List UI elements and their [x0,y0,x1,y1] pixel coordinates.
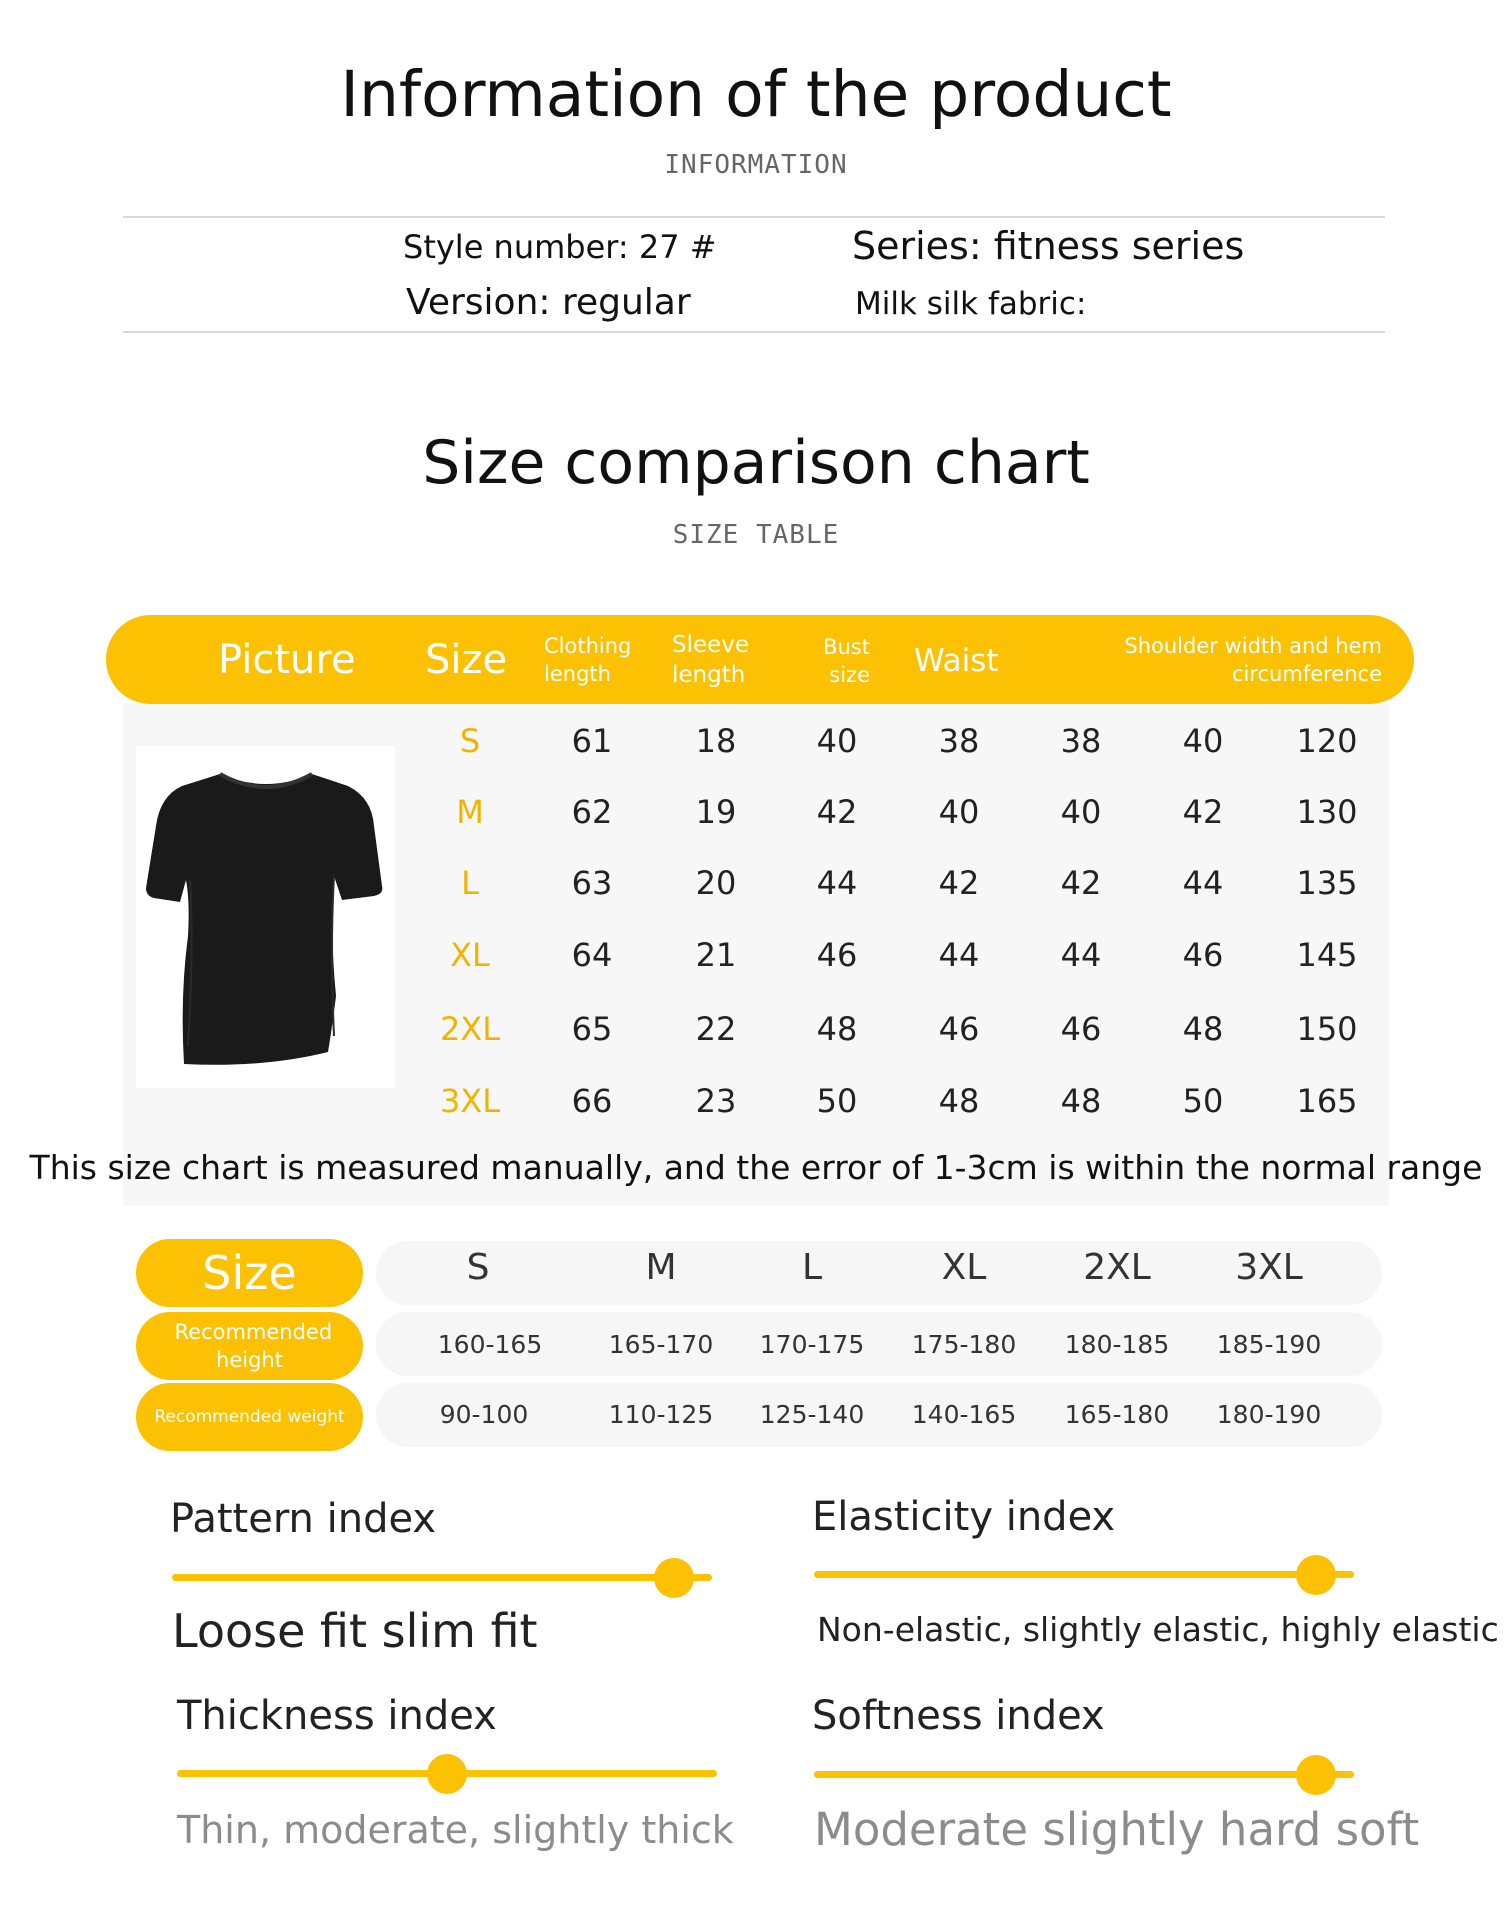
header-sleeve-length [672,630,749,690]
header-sleeve-length-line1: Sleeve [672,632,750,658]
rec-weight-value: 110-125 [608,1400,714,1429]
elasticity-index-track [814,1571,1354,1578]
elasticity-index-desc: Non-elastic, slightly elastic, highly elastic [817,1610,1499,1649]
table-cell: 64 [571,936,613,974]
header-shoulder-line1: Shoulder width and hem [1124,634,1382,658]
table-cell: 46 [816,936,858,974]
rec-height-text: Recommended height [174,1320,333,1372]
header-clothing-length-line1: Clothing [544,634,632,658]
rec-size-label: Size [136,1239,363,1307]
pattern-index-track [172,1574,712,1581]
rec-height-value: 185-190 [1216,1330,1322,1359]
table-cell: 40 [1060,793,1102,831]
header-size: Size [425,637,508,683]
table-cell: 120 [1296,722,1358,760]
measurement-note: This size chart is measured manually, and the error of 1-3cm is within the normal range [29,1148,1483,1187]
style-number: Style number: 27 # [403,228,717,266]
softness-index-track [814,1771,1354,1778]
table-cell: 44 [1060,936,1102,974]
size-chart-subtitle: SIZE TABLE [672,520,840,550]
table-cell: 40 [938,793,980,831]
header-bust-size [820,633,870,689]
header-shoulder-line2: circumference [1231,662,1382,686]
thickness-index-title: Thickness index [177,1693,497,1739]
table-cell: 46 [1182,936,1224,974]
table-cell: 48 [938,1082,980,1120]
rec-size-value: M [645,1247,677,1288]
tshirt-icon [136,746,395,1088]
rec-height-value: 160-165 [437,1330,543,1359]
rec-height-value: 165-170 [608,1330,714,1359]
table-row-size: L [461,864,479,902]
table-cell: 61 [571,722,613,760]
table-cell: 44 [816,864,858,902]
table-cell: 135 [1296,864,1358,902]
divider-top [123,216,1385,218]
table-cell: 44 [938,936,980,974]
table-cell: 66 [571,1082,613,1120]
rec-height-value: 180-185 [1064,1330,1170,1359]
elasticity-index-knob [1296,1555,1336,1595]
softness-index-title: Softness index [812,1693,1105,1739]
rec-weight-value: 180-190 [1216,1400,1322,1429]
rec-weight-value: 140-165 [911,1400,1017,1429]
divider-bottom [123,331,1385,333]
table-cell: 38 [938,722,980,760]
pattern-index-title: Pattern index [170,1496,437,1542]
header-sleeve-length-line2: length [672,662,746,688]
fabric: Milk silk fabric: [855,286,1087,322]
table-cell: 18 [695,722,737,760]
table-cell: 63 [571,864,613,902]
table-row-size: XL [450,936,490,974]
rec-height-value: 175-180 [911,1330,1017,1359]
header-clothing-length-line2: length [544,662,611,686]
table-cell: 130 [1296,793,1358,831]
rec-weight-value: 125-140 [759,1400,865,1429]
table-cell: 42 [1182,793,1224,831]
table-cell: 165 [1296,1082,1358,1120]
table-cell: 46 [938,1010,980,1048]
version: Version: regular [406,282,691,323]
table-cell: 40 [816,722,858,760]
pattern-index-desc: Loose fit slim fit [172,1604,538,1658]
table-cell: 44 [1182,864,1224,902]
table-row-size: 3XL [439,1082,501,1120]
softness-index-desc: Moderate slightly hard soft [814,1803,1420,1856]
table-cell: 145 [1296,936,1358,974]
header-bust-line2: size [829,663,870,687]
table-cell: 65 [571,1010,613,1048]
table-cell: 42 [816,793,858,831]
rec-size-value: XL [941,1247,987,1288]
size-chart-title: Size comparison chart [422,428,1090,498]
header-picture: Picture [218,637,356,683]
table-cell: 22 [695,1010,737,1048]
rec-size-value: S [466,1247,490,1288]
table-cell: 50 [816,1082,858,1120]
table-cell: 21 [695,936,737,974]
info-title: Information of the product [340,58,1172,131]
table-cell: 48 [816,1010,858,1048]
table-cell: 42 [1060,864,1102,902]
rec-height-value: 170-175 [759,1330,865,1359]
table-cell: 46 [1060,1010,1102,1048]
series: Series: fitness series [852,224,1245,268]
table-cell: 50 [1182,1082,1224,1120]
table-cell: 20 [695,864,737,902]
table-cell: 48 [1182,1010,1224,1048]
header-shoulder-hem [1080,632,1382,688]
table-cell: 19 [695,793,737,831]
table-cell: 48 [1060,1082,1102,1120]
table-cell: 62 [571,793,613,831]
header-bust-line1: Bust [823,635,870,659]
table-cell: 42 [938,864,980,902]
rec-weight-value: 165-180 [1064,1400,1170,1429]
rec-height-label [136,1312,363,1380]
table-cell: 23 [695,1082,737,1120]
rec-size-value: 2XL [1083,1247,1151,1288]
table-cell: 150 [1296,1010,1358,1048]
thickness-index-knob [427,1754,467,1794]
rec-weight-value: 90-100 [439,1400,529,1429]
table-cell: 40 [1182,722,1224,760]
softness-index-knob [1296,1755,1336,1795]
product-picture [136,746,395,1088]
table-row-size: M [456,793,484,831]
info-subtitle: INFORMATION [664,150,848,180]
table-row-size: 2XL [439,1010,501,1048]
rec-weight-label: Recommended weight [136,1383,363,1451]
header-waist: Waist [914,643,999,679]
rec-size-value: L [801,1247,823,1288]
elasticity-index-title: Elasticity index [812,1494,1116,1540]
thickness-index-desc: Thin, moderate, slightly thick [177,1808,734,1852]
table-cell: 38 [1060,722,1102,760]
header-clothing-length [544,632,631,688]
table-row-size: S [459,722,481,760]
rec-size-value: 3XL [1235,1247,1303,1288]
pattern-index-knob [654,1558,694,1598]
